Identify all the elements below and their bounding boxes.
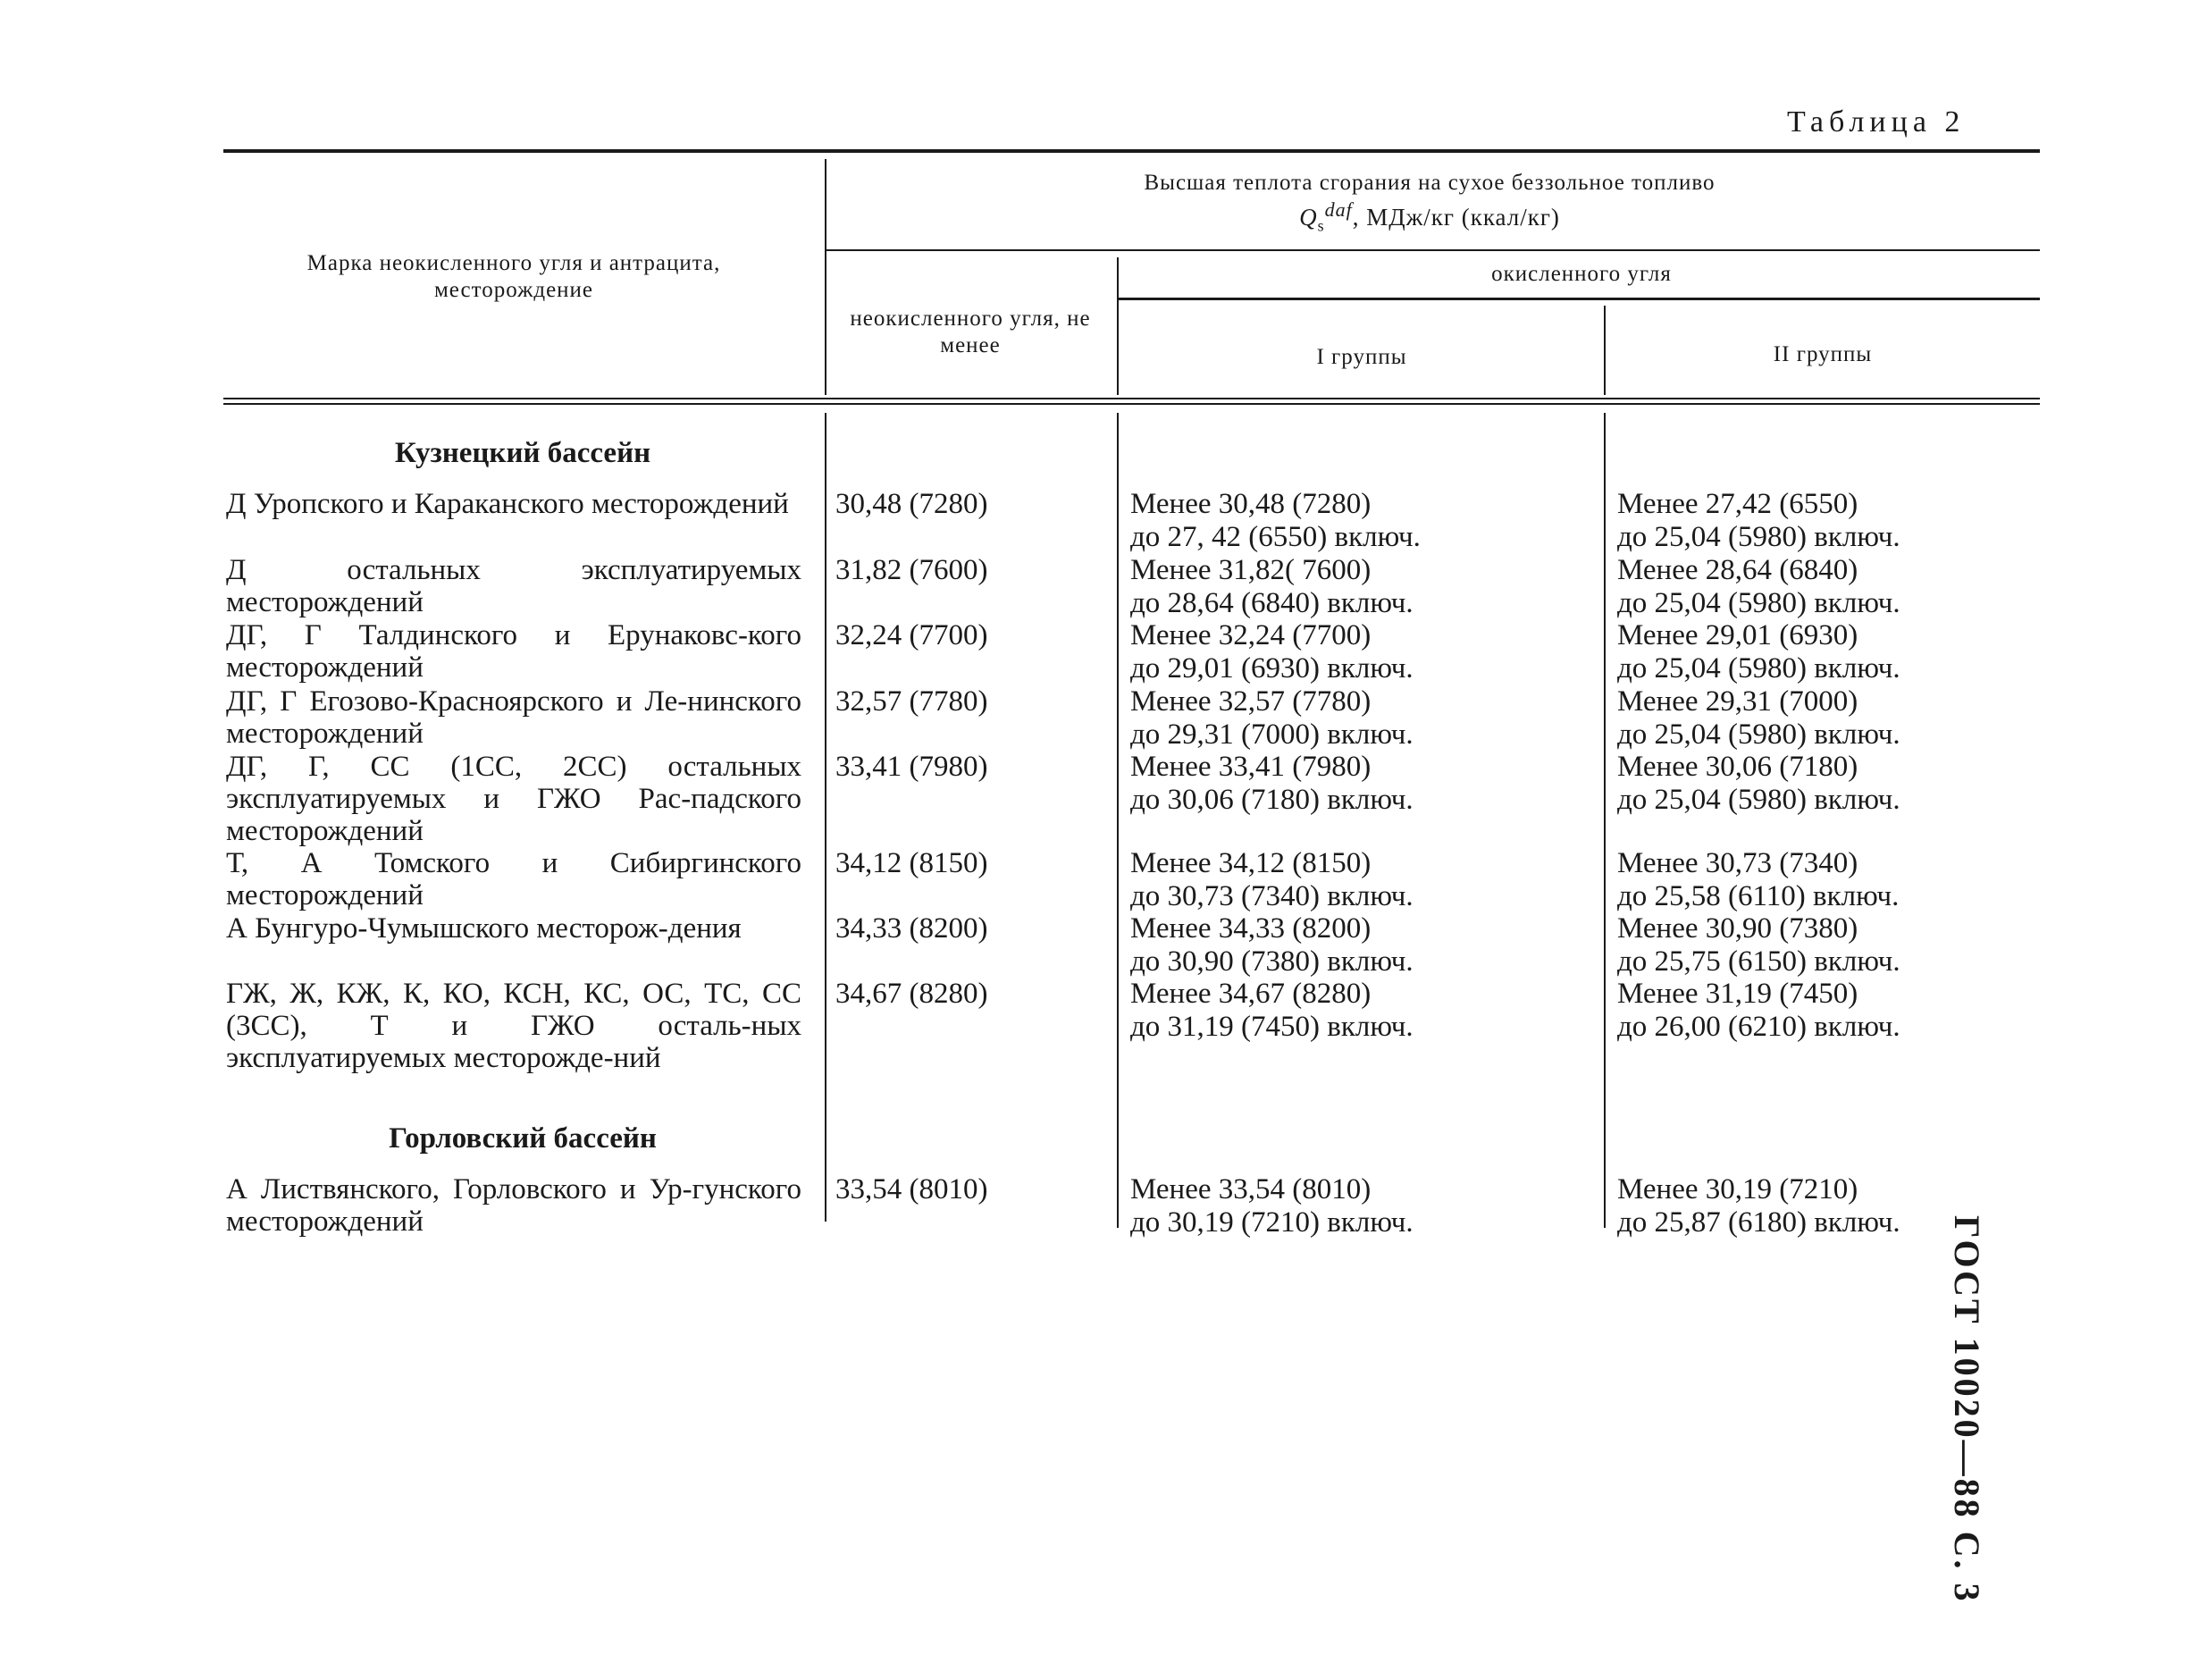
table-row-group2-a: Менее 30,73 (7340) <box>1617 847 1858 879</box>
table-row-group1-a: Менее 33,41 (7980) <box>1130 751 1372 783</box>
table-row-unoxidized: 33,54 (8010) <box>835 1173 988 1205</box>
top-rule <box>223 149 2040 153</box>
header-group-1-text: I группы <box>1316 345 1407 369</box>
header-vline-3 <box>1604 306 1606 395</box>
table-row-group1-b: до 30,90 (7380) включ. <box>1130 945 1414 978</box>
header-oxidized <box>1126 261 2037 288</box>
heat-symbol: Q <box>1299 204 1318 231</box>
table-row-mark: ДГ, Г Талдинского и Ерунаковс-кого месторождений <box>226 619 801 684</box>
header-vline-2 <box>1117 257 1119 395</box>
heat-superscript: daf <box>1324 198 1353 221</box>
table-row-group1-a: Менее 33,54 (8010) <box>1130 1173 1372 1205</box>
table-row-mark: А Бунгуро-Чумышского месторож-дения <box>226 912 742 945</box>
table-title: Таблица 2 <box>1787 105 1966 139</box>
table-row-unoxidized: 34,12 (8150) <box>835 847 988 879</box>
table-row-group1-a: Менее 32,24 (7700) <box>1130 619 1372 651</box>
table-row-mark: Д Уропского и Караканского месторождений <box>226 488 789 520</box>
table-row-group1-b: до 30,19 (7210) включ. <box>1130 1206 1414 1239</box>
header-mark-text: Марка неокисленного угля и антрацита, месторождение <box>306 251 721 302</box>
table-row-group2-b: до 25,04 (5980) включ. <box>1617 652 1900 685</box>
table-row-group1-b: до 31,19 (7450) включ. <box>1130 1011 1414 1043</box>
header-mark-column <box>295 250 733 304</box>
header-oxidized-text: окисленного угля <box>1491 262 1672 286</box>
table-row-unoxidized: 33,41 (7980) <box>835 751 988 783</box>
table-row-group1-b: до 29,31 (7000) включ. <box>1130 718 1414 751</box>
table-row-group2-a: Менее 29,01 (6930) <box>1617 619 1858 651</box>
table-row-unoxidized: 31,82 (7600) <box>835 554 988 586</box>
table-row-mark: ДГ, Г, СС (1СС, 2СС) остальных эксплуатируемых и ГЖО Рас-падского месторождений <box>226 751 801 847</box>
table-row-mark: Д остальных эксплуатируемых месторождений <box>226 554 801 618</box>
header-group-2 <box>1608 341 2037 368</box>
table-row-group1-b: до 30,06 (7180) включ. <box>1130 784 1414 816</box>
table-row-mark: ГЖ, Ж, КЖ, К, КО, КСН, КС, ОС, ТС, СС (3СС), Т и ГЖО осталь-ных эксплуатируемых месторожде-ний <box>226 978 801 1074</box>
table-row-group1-a: Менее 34,33 (8200) <box>1130 912 1372 945</box>
table-row-unoxidized: 32,24 (7700) <box>835 619 988 651</box>
table-row-group1-a: Менее 34,67 (8280) <box>1130 978 1372 1010</box>
table-row-group2-a: Менее 28,64 (6840) <box>1617 554 1858 586</box>
table-row-unoxidized: 34,33 (8200) <box>835 912 988 945</box>
heat-subscript: s <box>1317 216 1325 235</box>
table-row-group1-a: Менее 34,12 (8150) <box>1130 847 1372 879</box>
heat-units: , МДж/кг (ккал/кг) <box>1352 204 1560 231</box>
section-title-gorlovka: Горловский бассейн <box>389 1122 657 1155</box>
table-row-group2-b: до 25,04 (5980) включ. <box>1617 521 1900 553</box>
side-standard-reference: ГОСТ 10020—88 С. 3 <box>1947 1215 1987 1604</box>
header-bottom-rule-2 <box>223 403 2040 405</box>
header-bottom-rule-1 <box>223 398 2040 399</box>
table-row-mark: А Листвянского, Горловского и Ур-гунского месторождений <box>226 1173 801 1238</box>
oxidized-rule <box>1117 298 2040 300</box>
subheader-rule <box>825 249 2040 251</box>
table-row-group2-b: до 25,87 (6180) включ. <box>1617 1206 1900 1239</box>
header-unoxidized <box>831 306 1110 359</box>
body-vline-1 <box>825 413 826 1222</box>
table-row-group2-b: до 25,04 (5980) включ. <box>1617 784 1900 816</box>
table-row-unoxidized: 32,57 (7780) <box>835 685 988 718</box>
body-vline-3 <box>1604 413 1606 1228</box>
table-row-group2-a: Менее 31,19 (7450) <box>1617 978 1858 1010</box>
header-group-1 <box>1122 344 1601 371</box>
table-row-group1-a: Менее 31,82( 7600) <box>1130 554 1372 586</box>
table-row-group1-b: до 28,64 (6840) включ. <box>1130 587 1414 619</box>
table-row-group2-a: Менее 30,90 (7380) <box>1617 912 1858 945</box>
table-row-group2-a: Менее 30,06 (7180) <box>1617 751 1858 783</box>
section-title-kuznetsk: Кузнецкий бассейн <box>394 437 651 469</box>
table-row-group1-b: до 29,01 (6930) включ. <box>1130 652 1414 685</box>
table-row-unoxidized: 30,48 (7280) <box>835 488 988 520</box>
header-heat-main: Высшая теплота сгорания на сухое беззольное топливо <box>1144 171 1716 195</box>
table-row-group1-a: Менее 32,57 (7780) <box>1130 685 1372 718</box>
table-row-mark: Т, А Томского и Сибиргинского месторождений <box>226 847 801 911</box>
header-unoxidized-text: неокисленного угля, не менее <box>850 307 1091 357</box>
table-row-group2-b: до 26,00 (6210) включ. <box>1617 1011 1900 1043</box>
table-row-group2-a: Менее 30,19 (7210) <box>1617 1173 1858 1205</box>
table-row-group2-b: до 25,04 (5980) включ. <box>1617 587 1900 619</box>
table-row-group1-b: до 30,73 (7340) включ. <box>1130 880 1414 912</box>
header-group-2-text: II группы <box>1773 342 1873 366</box>
table-row-group2-b: до 25,58 (6110) включ. <box>1617 880 1900 912</box>
table-row-mark: ДГ, Г Егозово-Красноярского и Ле-нинского месторождений <box>226 685 801 750</box>
header-heat-caption <box>1028 170 1832 239</box>
body-vline-2 <box>1117 413 1119 1228</box>
table-row-group2-a: Менее 27,42 (6550) <box>1617 488 1858 520</box>
table-row-group2-b: до 25,75 (6150) включ. <box>1617 945 1900 978</box>
table-row-group1-a: Менее 30,48 (7280) <box>1130 488 1372 520</box>
table-row-group2-b: до 25,04 (5980) включ. <box>1617 718 1900 751</box>
table-row-unoxidized: 34,67 (8280) <box>835 978 988 1010</box>
table-row-group1-b: до 27, 42 (6550) включ. <box>1130 521 1421 553</box>
header-vline-1 <box>825 159 826 395</box>
table-row-group2-a: Менее 29,31 (7000) <box>1617 685 1858 718</box>
header-heat-formula <box>1028 197 1832 239</box>
